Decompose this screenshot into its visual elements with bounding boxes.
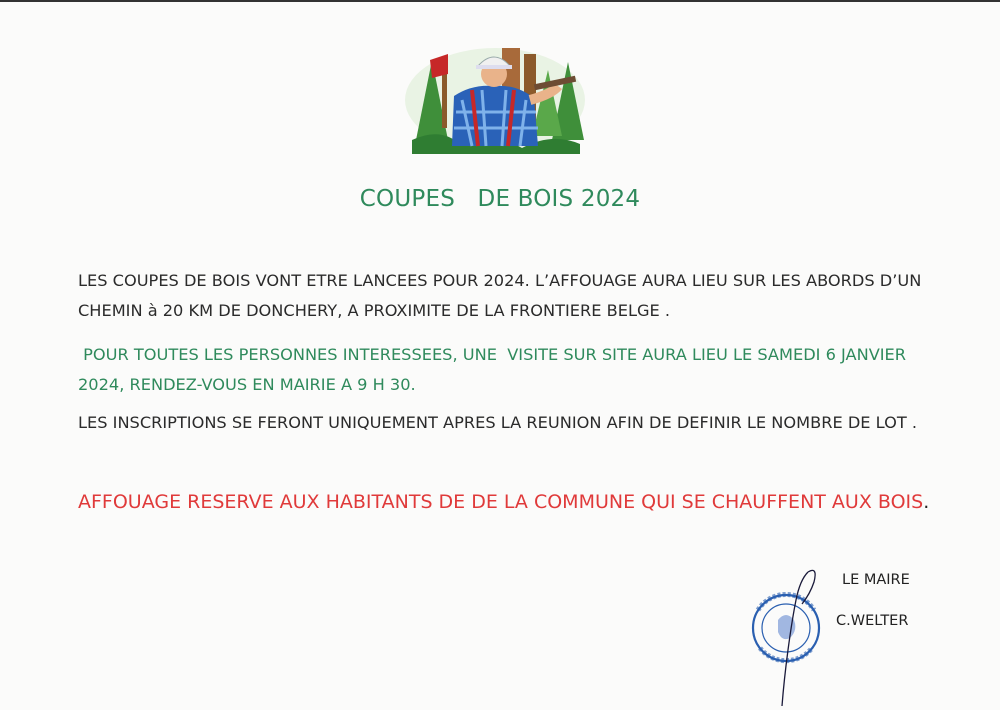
paragraph-visit: POUR TOUTES LES PERSONNES INTERESSEES, UNE VISITE SUR SITE AURA LIEU LE SAMEDI 6 JANVIER 2024, RENDEZ-VOUS EN MAIRIE A 9 H 30. [78, 345, 917, 394]
mayor-stamp-signature [748, 560, 848, 710]
signature-role: LE MAIRE [842, 572, 910, 588]
top-border-line [0, 0, 1000, 2]
reservation-text: AFFOUAGE RESERVE AUX HABITANTS DE DE LA COMMUNE QUI SE CHAUFFENT AUX BOIS [78, 491, 924, 513]
page-title: COUPES DE BOIS 2024 [359, 186, 641, 212]
paragraph-registration: LES INSCRIPTIONS SE FERONT UNIQUEMENT APRES LA REUNION AFIN DE DEFINIR LE NOMBRE DE LOT . [78, 413, 918, 432]
reservation-period: . [923, 491, 930, 513]
paragraph-intro: LES COUPES DE BOIS VONT ETRE LANCEES POUR 2024. L’AFFOUAGE AURA LIEU SUR LES ABORDS D’UN CHEMIN à 20 KM DE DONCHERY, A PROXIMITE DE LA FRONTIERE BELGE . [78, 271, 922, 320]
lumberjack-illustration [402, 40, 588, 154]
paragraph-reservation [78, 482, 938, 522]
signature-name: C.WELTER [836, 613, 909, 629]
